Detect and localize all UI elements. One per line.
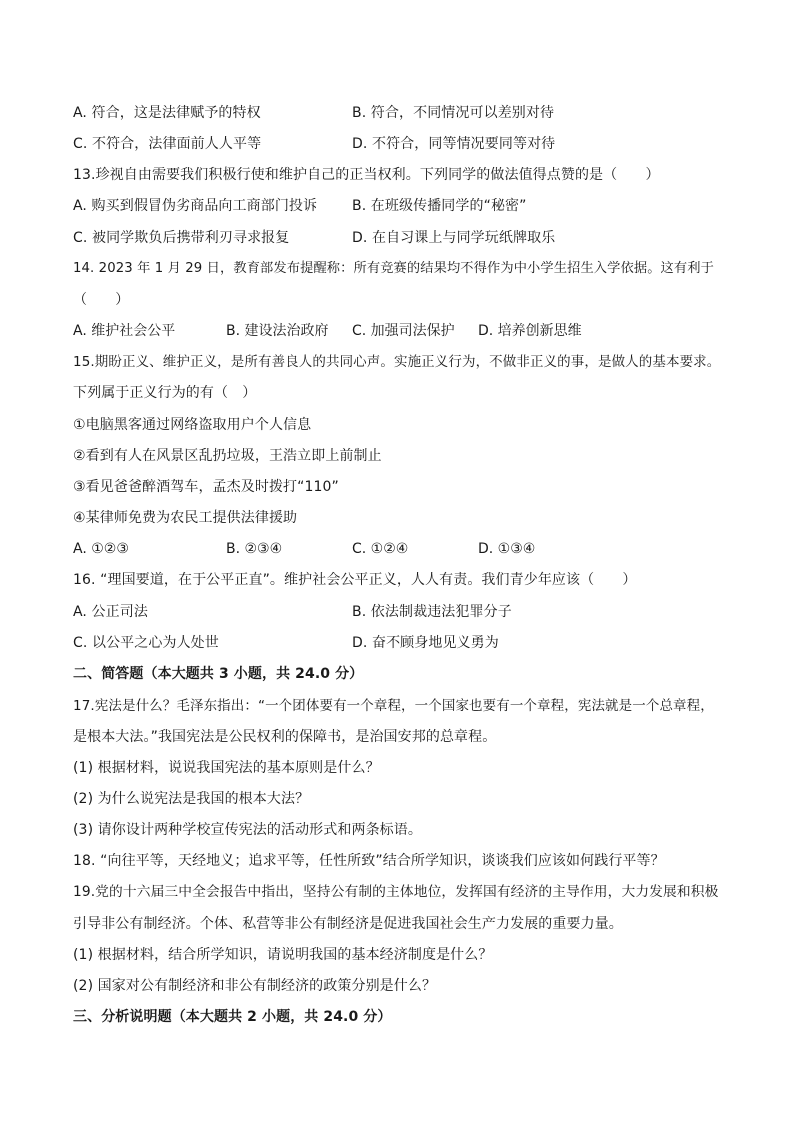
q14-option-d: D. 培养创新思维 [478, 323, 582, 339]
q15-item-1: ①电脑黑客通过网络盗取用户个人信息 [73, 417, 312, 433]
q15-option-a: A. ①②③ [73, 541, 129, 557]
q17-sub-1: (1) 根据材料，说说我国宪法的基本原则是什么？ [73, 760, 380, 776]
q17-stem-line1: 17.宪法是什么？毛泽东指出：“一个团体要有一个章程，一个国家也要有一个章程，宪法就是一个总章程， [73, 698, 714, 714]
q13-stem: 13.珍视自由需要我们积极行使和维护自己的正当权利。下列同学的做法值得点赞的是（ ） [73, 167, 660, 183]
q19-stem-line1: 19.党的十六届三中全会报告中指出，坚持公有制的主体地位，发挥国有经济的主导作用，大力发展和积极 [73, 884, 719, 900]
q17-sub-2: (2) 为什么说宪法是我国的根本大法？ [73, 791, 310, 807]
q13-option-d: D. 在自习课上与同学玩纸牌取乐 [352, 230, 556, 246]
q16-option-c: C. 以公平之心为人处世 [73, 635, 219, 651]
q12-option-a: A. 符合，这是法律赋予的特权 [73, 105, 261, 121]
q14-option-c: C. 加强司法保护 [352, 323, 455, 339]
q13-option-b: B. 在班级传播同学的“秘密” [352, 198, 527, 214]
q19-stem-line2: 引导非公有制经济。个体、私营等非公有制经济是促进我国社会生产力发展的重要力量。 [73, 916, 623, 932]
q15-item-4: ④某律师免费为农民工提供法律援助 [73, 510, 298, 526]
q15-stem-line2: 下列属于正义行为的有（ ） [73, 385, 257, 401]
q16-stem: 16. “理国要道，在于公平正直”。维护社会公平正义，人人有责。我们青少年应该（ ） [73, 572, 637, 588]
q12-option-b: B. 符合，不同情况可以差别对待 [352, 105, 555, 121]
q19-sub-2: (2) 国家对公有制经济和非公有制经济的政策分别是什么？ [73, 978, 437, 994]
q19-sub-1: (1) 根据材料，结合所学知识，请说明我国的基本经济制度是什么？ [73, 947, 493, 963]
q15-option-b: B. ②③④ [226, 541, 283, 557]
section-3-heading: 三、分析说明题（本大题共 2 小题，共 24.0 分） [73, 1009, 392, 1025]
q14-option-a: A. 维护社会公平 [73, 323, 176, 339]
q13-option-c: C. 被同学欺负后携带利刃寻求报复 [73, 230, 290, 246]
q15-option-d: D. ①③④ [478, 541, 536, 557]
q15-item-2: ②看到有人在风景区乱扔垃圾，王浩立即上前制止 [73, 448, 382, 464]
section-2-heading: 二、简答题（本大题共 3 小题，共 24.0 分） [73, 666, 364, 682]
q13-option-a: A. 购买到假冒伪劣商品向工商部门投诉 [73, 198, 318, 214]
q14-stem-line1: 14. 2023 年 1 月 29 日，教育部发布提醒称：所有竞赛的结果均不得作为中小学生招生入学依据。这有利于 [73, 261, 714, 276]
q17-sub-3: (3) 请你设计两种学校宣传宪法的活动形式和两条标语。 [73, 822, 422, 838]
q12-option-c: C. 不符合，法律面前人人平等 [73, 136, 262, 152]
q18-stem: 18. “向往平等，天经地义；追求平等，任性所致”结合所学知识，谈谈我们应该如何践行平等？ [73, 853, 665, 869]
q16-option-a: A. 公正司法 [73, 604, 148, 620]
q14-stem-line2: （ ） [73, 292, 130, 308]
q12-option-d: D. 不符合，同等情况要同等对待 [352, 136, 556, 152]
q16-option-b: B. 依法制裁违法犯罪分子 [352, 604, 512, 620]
q16-option-d: D. 奋不顾身地见义勇为 [352, 635, 499, 651]
q15-item-3: ③看见爸爸醉酒驾车，孟杰及时拨打“110” [73, 479, 339, 495]
q15-option-c: C. ①②④ [352, 541, 409, 557]
q14-option-b: B. 建设法治政府 [226, 323, 329, 339]
q17-stem-line2: 是根本大法。”我国宪法是公民权利的保障书，是治国安邦的总章程。 [73, 729, 497, 745]
q15-stem-line1: 15.期盼正义、维护正义，是所有善良人的共同心声。实施正义行为，不做非正义的事，是做人的基本要求。 [73, 354, 721, 370]
